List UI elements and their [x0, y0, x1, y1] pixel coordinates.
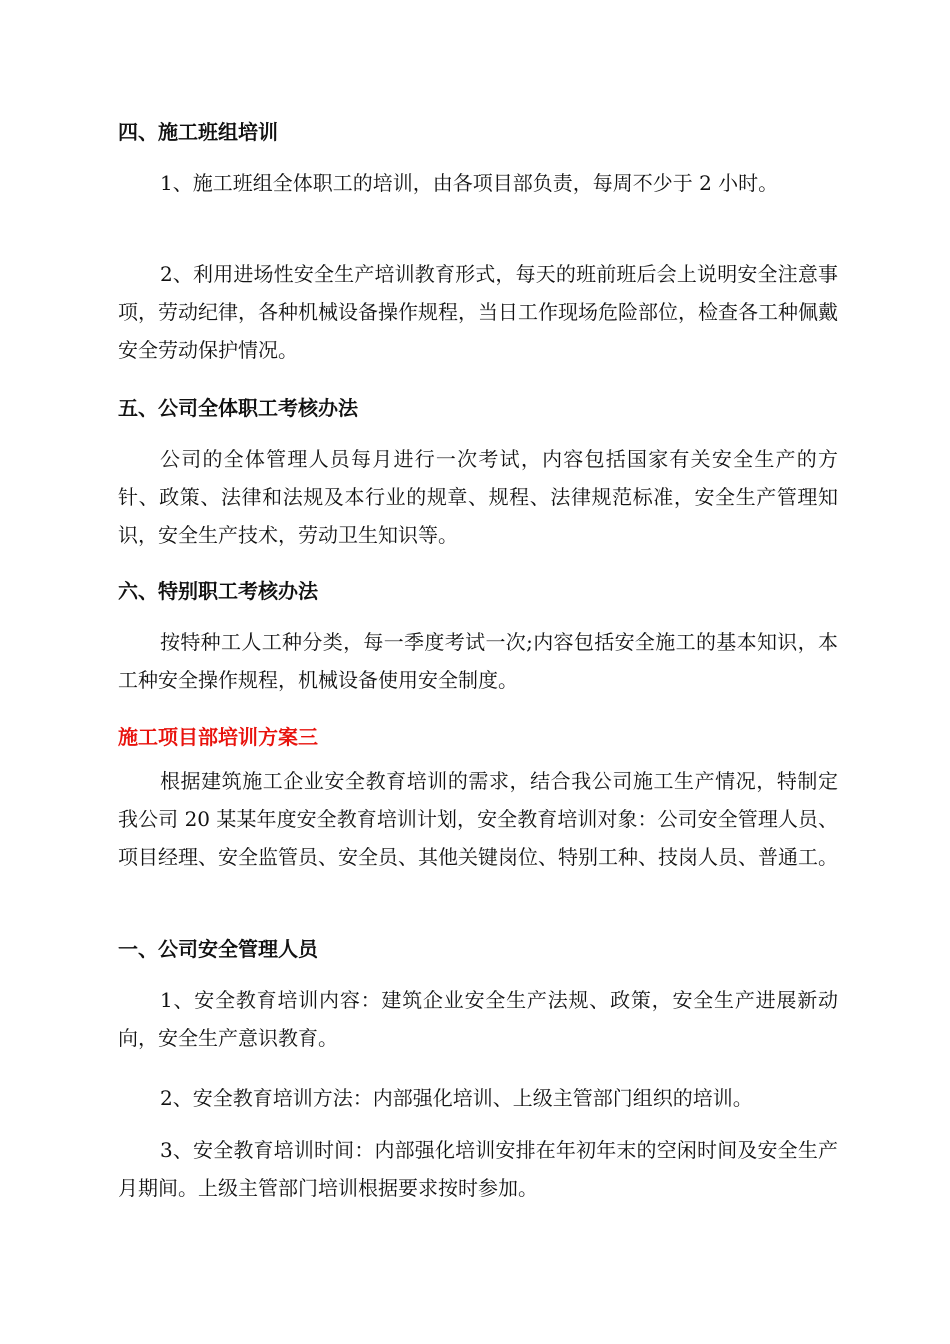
section-heading-4: 四、施工班组培训 — [118, 120, 278, 144]
plan-three-heading: 施工项目部培训方案三 — [118, 725, 318, 749]
section-heading-1: 一、公司安全管理人员 — [118, 937, 318, 961]
section-heading-5: 五、公司全体职工考核办法 — [118, 396, 358, 420]
paragraph-4-1: 1、施工班组全体职工的培训，由各项目部负责，每周不少于 2 小时。 — [160, 171, 779, 195]
section-heading-6: 六、特别职工考核办法 — [118, 579, 318, 603]
paragraph-1-2: 2、安全教育培训方法：内部强化培训、上级主管部门组织的培训。 — [160, 1086, 753, 1110]
paragraph-5-1: 公司的全体管理人员每月进行一次考试，内容包括国家有关安全生产的方针、政策、法律和法规及本行业的规章、规程、法律规范标准，安全生产管理知识，安全生产技术，劳动卫生知识等。 — [118, 447, 838, 547]
paragraph-6-1: 按特种工人工种分类，每一季度考试一次;内容包括安全施工的基本知识，本工种安全操作规程，机械设备使用安全制度。 — [118, 630, 838, 692]
paragraph-1-3: 3、安全教育培训时间：内部强化培训安排在年初年末的空闲时间及安全生产月期间。上级主管部门培训根据要求按时参加。 — [118, 1138, 838, 1200]
plan-three-paragraph: 根据建筑施工企业安全教育培训的需求，结合我公司施工生产情况，特制定我公司 20 某某年度安全教育培训计划，安全教育培训对象：公司安全管理人员、项目经理、安全监管员、安全员、其他关键岗位、特别工种、技岗人员、普通工。 — [118, 769, 838, 869]
paragraph-1-1: 1、安全教育培训内容：建筑企业安全生产法规、政策，安全生产进展新动向，安全生产意识教育。 — [118, 988, 838, 1050]
paragraph-4-2: 2、利用进场性安全生产培训教育形式，每天的班前班后会上说明安全注意事项，劳动纪律，各种机械设备操作规程，当日工作现场危险部位，检查各工种佩戴安全劳动保护情况。 — [118, 262, 838, 362]
